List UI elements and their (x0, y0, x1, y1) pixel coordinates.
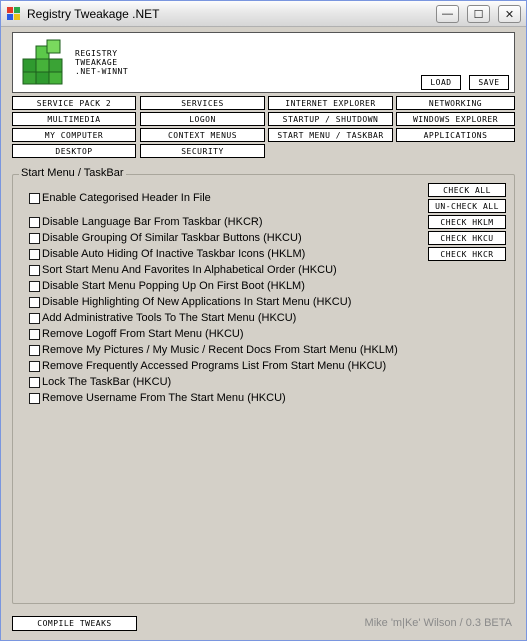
load-button[interactable]: LOAD (421, 75, 461, 90)
compile-tweaks-button[interactable]: COMPILE TWEAKS (12, 616, 137, 631)
checkbox[interactable] (29, 345, 40, 356)
checkbox-label: Disable Grouping Of Similar Taskbar Buttons (HKCU) (42, 232, 302, 244)
nav-internet-explorer[interactable]: INTERNET EXPLORER (268, 96, 393, 110)
minimize-icon: — (442, 8, 453, 20)
checkbox-label: Disable Highlighting Of New Applications In Start Menu (HKCU) (42, 296, 352, 308)
nav-windows-explorer[interactable]: WINDOWS EXPLORER (396, 112, 515, 126)
checkbox-label: Enable Categorised Header In File (42, 192, 211, 204)
author-version-text: Mike 'm|Ke' Wilson / 0.3 BETA (364, 617, 512, 629)
nav-logon[interactable]: LOGON (140, 112, 265, 126)
brand-text (75, 49, 128, 76)
checkbox-label: Remove Frequently Accessed Programs List From Start Menu (HKCU) (42, 360, 387, 372)
nav-networking[interactable]: NETWORKING (396, 96, 515, 110)
option-checkbox-row[interactable] (29, 215, 263, 229)
checkbox-label: Sort Start Menu And Favorites In Alphabetical Order (HKCU) (42, 264, 337, 276)
brand-line: TWEAKAGE (75, 58, 118, 67)
save-button[interactable]: SAVE (469, 75, 509, 90)
registry-cubes-icon (21, 39, 65, 85)
checkbox[interactable] (29, 281, 40, 292)
check-hkcr-button[interactable]: CHECK HKCR (428, 247, 506, 261)
nav-context-menus[interactable]: CONTEXT MENUS (140, 128, 265, 142)
checkbox[interactable] (29, 329, 40, 340)
checkbox-label: Add Administrative Tools To The Start Menu (HKCU) (42, 312, 297, 324)
maximize-icon: ☐ (473, 8, 484, 21)
close-icon: ✕ (504, 8, 515, 21)
option-checkbox-row[interactable] (29, 247, 305, 261)
checkbox[interactable] (29, 297, 40, 308)
nav-applications[interactable]: APPLICATIONS (396, 128, 515, 142)
checkbox[interactable] (29, 265, 40, 276)
check-hkcu-button[interactable]: CHECK HKCU (428, 231, 506, 245)
brand-line: REGISTRY (75, 49, 118, 58)
checkbox[interactable] (29, 313, 40, 324)
nav-security[interactable]: SECURITY (140, 144, 265, 158)
option-checkbox-row[interactable] (29, 295, 351, 309)
option-checkbox-row[interactable] (29, 391, 286, 405)
checkbox[interactable] (29, 393, 40, 404)
option-checkbox-row[interactable] (29, 191, 211, 205)
title-bar[interactable] (1, 1, 526, 27)
header-banner (12, 32, 515, 93)
nav-desktop[interactable]: DESKTOP (12, 144, 136, 158)
option-checkbox-row[interactable] (29, 359, 386, 373)
option-checkbox-row[interactable] (29, 343, 398, 357)
nav-service-pack-2[interactable]: SERVICE PACK 2 (12, 96, 136, 110)
check-all-button[interactable]: CHECK ALL (428, 183, 506, 197)
nav-my-computer[interactable]: MY COMPUTER (12, 128, 136, 142)
checkbox[interactable] (29, 217, 40, 228)
option-checkbox-row[interactable] (29, 311, 296, 325)
option-checkbox-row[interactable] (29, 263, 337, 277)
checkbox-label: Remove Logoff From Start Menu (HKCU) (42, 328, 244, 340)
window-title: Registry Tweakage .NET (27, 7, 160, 21)
group-title: Start Menu / TaskBar (21, 167, 124, 179)
nav-start-menu-taskbar[interactable]: START MENU / TASKBAR (268, 128, 393, 142)
option-checkbox-row[interactable] (29, 375, 171, 389)
nav-services[interactable]: SERVICES (140, 96, 265, 110)
checkbox-label: Remove Username From The Start Menu (HKCU) (42, 392, 286, 404)
checkbox[interactable] (29, 233, 40, 244)
checkbox-label: Disable Language Bar From Taskbar (HKCR) (42, 216, 263, 228)
uncheck-all-button[interactable]: UN-CHECK ALL (428, 199, 506, 213)
checkbox-label: Lock The TaskBar (HKCU) (42, 376, 172, 388)
option-checkbox-row[interactable] (29, 327, 244, 341)
check-hklm-button[interactable]: CHECK HKLM (428, 215, 506, 229)
checkbox[interactable] (29, 377, 40, 388)
close-button[interactable] (498, 5, 521, 23)
checkbox[interactable] (29, 193, 40, 204)
app-icon (7, 7, 21, 21)
checkbox-label: Remove My Pictures / My Music / Recent Docs From Start Menu (HKLM) (42, 344, 398, 356)
brand-line: .NET-WINNT (75, 67, 129, 76)
option-checkbox-row[interactable] (29, 231, 302, 245)
checkbox-label: Disable Auto Hiding Of Inactive Taskbar Icons (HKLM) (42, 248, 306, 260)
nav-multimedia[interactable]: MULTIMEDIA (12, 112, 136, 126)
checkbox[interactable] (29, 249, 40, 260)
checkbox[interactable] (29, 361, 40, 372)
option-checkbox-row[interactable] (29, 279, 305, 293)
maximize-button[interactable] (467, 5, 490, 23)
minimize-button[interactable] (436, 5, 459, 23)
nav-startup-shutdown[interactable]: STARTUP / SHUTDOWN (268, 112, 393, 126)
checkbox-label: Disable Start Menu Popping Up On First Boot (HKLM) (42, 280, 305, 292)
